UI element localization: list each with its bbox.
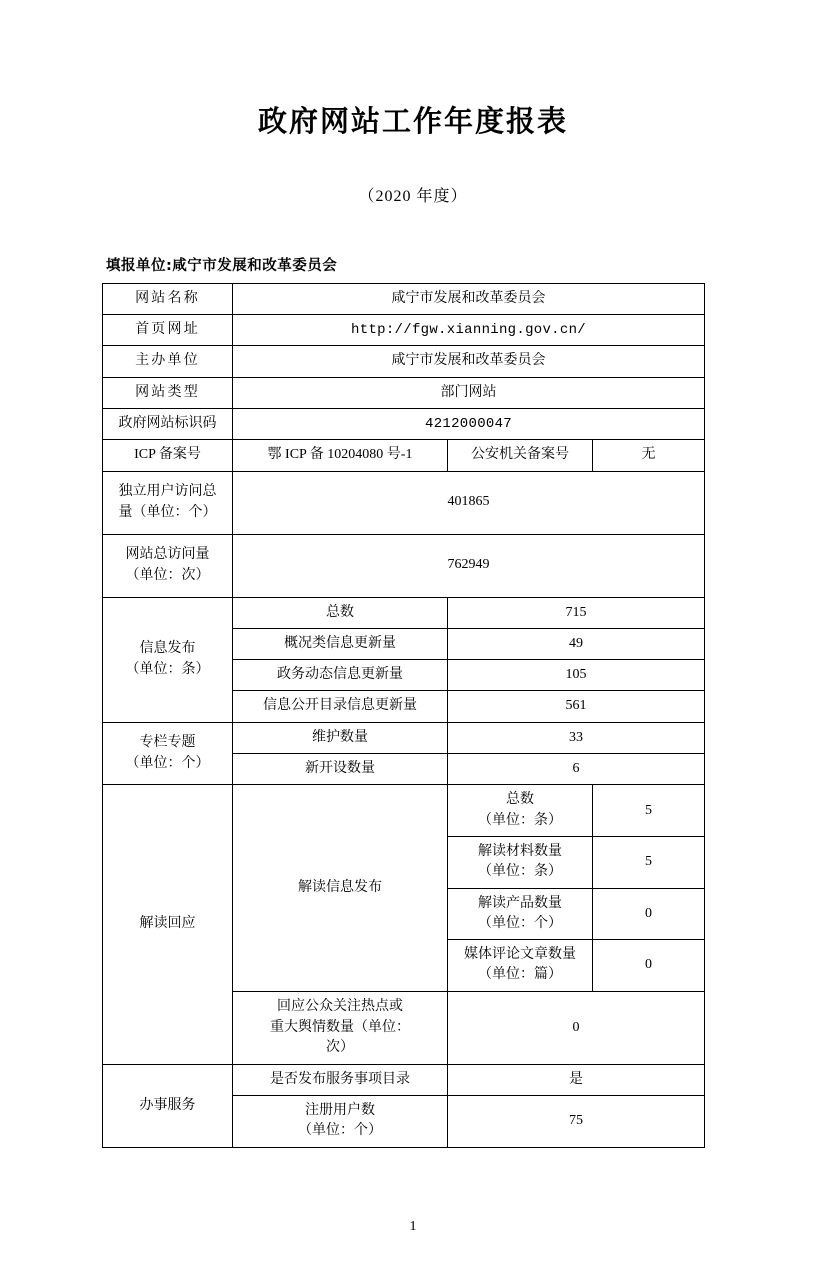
sponsor-label: 主办单位 <box>103 346 233 377</box>
unique-visitors-value: 401865 <box>233 471 705 534</box>
info-publish-label-line2: （单位：条） <box>125 661 210 677</box>
interpretation-row-name-line2: （单位：篇） <box>478 967 562 983</box>
total-visits-label <box>103 534 233 597</box>
interpretation-row-name-line1: 总数 <box>506 792 534 808</box>
info-publish-row-value: 49 <box>448 628 705 659</box>
interpretation-row-value: 0 <box>593 940 705 992</box>
interpretation-row-value: 5 <box>593 785 705 837</box>
interpretation-row-name-line1: 媒体评论文章数量 <box>464 947 576 963</box>
response-hot-value: 0 <box>448 991 705 1064</box>
interpretation-row-value: 5 <box>593 836 705 888</box>
table-row <box>103 346 705 377</box>
interpretation-row-name-line1: 解读产品数量 <box>478 895 562 911</box>
interpretation-row-name-line2: （单位：个） <box>478 915 562 931</box>
service-row-name-line2: （单位：个） <box>298 1123 382 1139</box>
site-id-label: 政府网站标识码 <box>103 408 233 439</box>
site-name-value: 咸宁市发展和改革委员会 <box>233 283 705 314</box>
table-row <box>103 722 705 753</box>
interpretation-row-name-line2: （单位：条） <box>478 812 562 828</box>
page-number: 1 <box>409 1219 417 1234</box>
response-hot-label-line2: 重大舆情数量（单位： <box>270 1019 410 1035</box>
total-visits-label-line1: 网站总访问量 <box>125 547 210 563</box>
icp-value: 鄂 ICP 备 10204080 号-1 <box>233 440 448 471</box>
table-row <box>103 597 705 628</box>
police-record-label: 公安机关备案号 <box>448 440 593 471</box>
document-page <box>0 104 826 1273</box>
page-title: 政府网站工作年度报表 <box>257 104 568 138</box>
response-hot-label <box>233 991 448 1064</box>
info-publish-row-name: 信息公开目录信息更新量 <box>233 691 448 722</box>
table-row <box>103 440 705 471</box>
table-row <box>103 534 705 597</box>
total-visits-value: 762949 <box>233 534 705 597</box>
interpretation-row-name <box>448 836 593 888</box>
table-row <box>103 408 705 439</box>
service-row-value: 是 <box>448 1064 705 1095</box>
total-visits-label-line2: （单位：次） <box>125 567 210 583</box>
info-publish-row-name: 总数 <box>233 597 448 628</box>
icp-label: ICP 备案号 <box>103 440 233 471</box>
police-record-value: 无 <box>593 440 705 471</box>
page-subtitle: （2020 年度） <box>358 187 468 205</box>
interpretation-row-name <box>448 785 593 837</box>
column-topic-row-value: 6 <box>448 754 705 785</box>
report-unit-label: 填报单位:咸宁市发展和改革委员会 <box>106 257 338 274</box>
homepage-value: http://fgw.xianning.gov.cn/ <box>233 315 705 346</box>
unique-visitors-label-line2: 量（单位：个） <box>118 504 217 520</box>
response-hot-label-line3: 次） <box>326 1039 354 1055</box>
table-row <box>103 471 705 534</box>
sponsor-value: 咸宁市发展和改革委员会 <box>233 346 705 377</box>
column-topic-row-name: 维护数量 <box>233 722 448 753</box>
info-publish-row-name: 概况类信息更新量 <box>233 628 448 659</box>
unique-visitors-label-line1: 独立用户访问总 <box>118 484 217 500</box>
info-publish-label-line1: 信息发布 <box>139 641 196 657</box>
service-row-value: 75 <box>448 1096 705 1148</box>
table-row <box>103 283 705 314</box>
site-type-value: 部门网站 <box>233 377 705 408</box>
service-label: 办事服务 <box>103 1064 233 1147</box>
table-row <box>103 785 705 837</box>
homepage-label: 首页网址 <box>103 315 233 346</box>
site-type-label: 网站类型 <box>103 377 233 408</box>
service-row-name: 是否发布服务事项目录 <box>233 1064 448 1095</box>
info-publish-row-value: 105 <box>448 660 705 691</box>
info-publish-row-value: 715 <box>448 597 705 628</box>
response-hot-label-line1: 回应公众关注热点或 <box>277 999 403 1015</box>
table-row <box>103 315 705 346</box>
interpretation-row-value: 0 <box>593 888 705 940</box>
service-row-name-line1: 注册用户数 <box>305 1103 375 1119</box>
table-row <box>103 377 705 408</box>
site-name-label: 网站名称 <box>103 283 233 314</box>
interpretation-row-name <box>448 888 593 940</box>
site-id-value: 4212000047 <box>233 408 705 439</box>
column-topic-row-value: 33 <box>448 722 705 753</box>
info-publish-label <box>103 597 233 722</box>
table-row <box>103 1064 705 1095</box>
service-row-name <box>233 1096 448 1148</box>
interpretation-row-name-line2: （单位：条） <box>478 864 562 880</box>
annual-report-table <box>102 283 705 1148</box>
column-topic-label <box>103 722 233 785</box>
interpretation-label: 解读回应 <box>103 785 233 1064</box>
interpretation-row-name-line1: 解读材料数量 <box>478 843 562 859</box>
column-topic-label-line2: （单位：个） <box>125 755 210 771</box>
info-publish-row-value: 561 <box>448 691 705 722</box>
interpretation-row-name <box>448 940 593 992</box>
interpretation-publish-label: 解读信息发布 <box>233 785 448 991</box>
info-publish-row-name: 政务动态信息更新量 <box>233 660 448 691</box>
column-topic-row-name: 新开设数量 <box>233 754 448 785</box>
unique-visitors-label <box>103 471 233 534</box>
column-topic-label-line1: 专栏专题 <box>139 735 196 751</box>
